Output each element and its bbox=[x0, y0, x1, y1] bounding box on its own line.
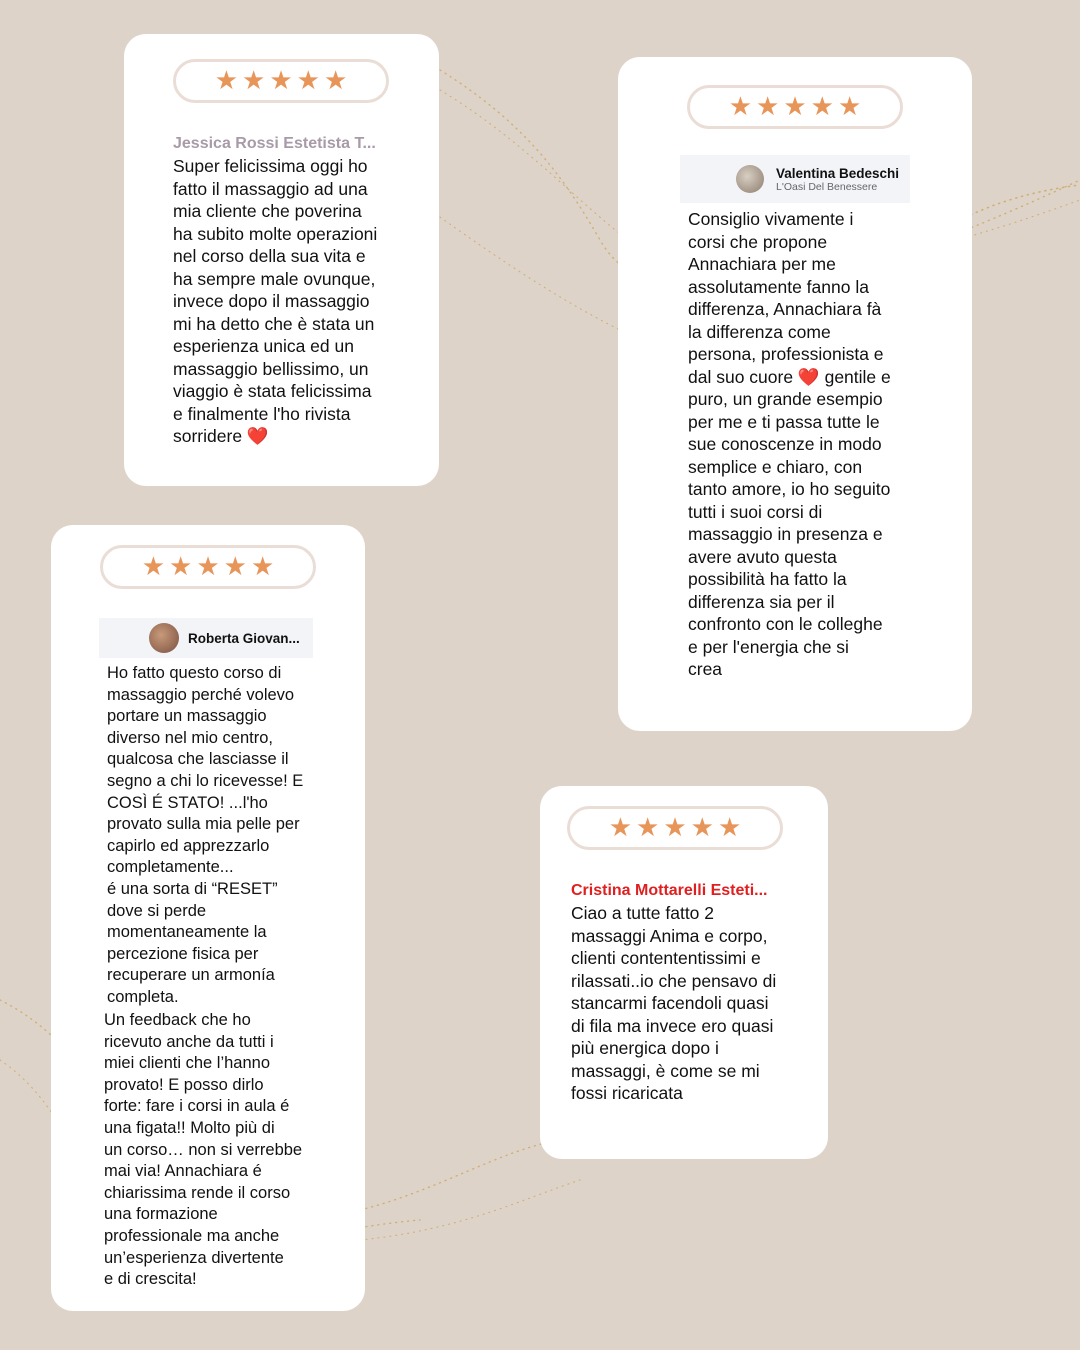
star-icon: ★ bbox=[810, 92, 834, 122]
profile-header bbox=[680, 155, 910, 203]
star-icon: ★ bbox=[169, 552, 193, 582]
star-icon: ★ bbox=[250, 552, 275, 582]
star-icon: ★ bbox=[837, 92, 862, 122]
reviewer-name: Jessica Rossi Estetista T... bbox=[173, 135, 376, 152]
review-text: Ho fatto questo corso di massaggio perché volevo portare un massaggio diverso nel mio centro, qualcosa che lasciasse il segno a chi lo ricevesse! E COSÌ É STATO! ...l'ho provato sulla mia pelle per capirlo ed apprezzarlo completamente... é una sorta di “RESET” dove si perde momentaneamente la percezione fisica per recuperare un armonía completa. bbox=[107, 664, 304, 1006]
star-icon: ★ bbox=[728, 92, 753, 122]
review-card-valentina bbox=[618, 57, 972, 731]
avatar bbox=[149, 623, 179, 653]
star-icon: ★ bbox=[323, 66, 348, 96]
star-icon: ★ bbox=[756, 92, 780, 122]
star-icon: ★ bbox=[636, 813, 660, 843]
review-card-jessica bbox=[124, 34, 439, 486]
reviewer-name: Cristina Mottarelli Esteti... bbox=[571, 882, 768, 899]
star-icon: ★ bbox=[242, 66, 266, 96]
star-icon: ★ bbox=[141, 552, 166, 582]
star-icon: ★ bbox=[663, 813, 687, 843]
review-text: Super felicissima oggi ho fatto il massaggio ad una mia cliente che poverina ha subito molte operazioni nel corso della sua vita e ha sempre male ovunque, invece dopo il massaggio mi ha detto che è stata un esperienza unica ed un massaggio bellissimo, un viaggio è stata felicissima e finalmente l'ho rivista sorridere ❤️ bbox=[173, 156, 378, 446]
star-icon: ★ bbox=[717, 813, 742, 843]
star-icon: ★ bbox=[269, 66, 293, 96]
star-icon: ★ bbox=[783, 92, 807, 122]
reviewer-name: Valentina Bedeschi bbox=[776, 165, 900, 181]
review-text-continued: Un feedback che ho ricevuto anche da tutti i miei clienti che l’hanno provato! E posso dirlo forte: fare i corsi in aula é una figata!! Molto più di un corso… non si verrebbe mai via! Annachiara é chiarissima rende il corso una formazione professionale ma anche un’esperienza divertente e di crescita! bbox=[104, 1011, 303, 1289]
star-icon: ★ bbox=[223, 552, 247, 582]
five-star-rating bbox=[173, 59, 389, 103]
avatar bbox=[736, 165, 764, 193]
star-icon: ★ bbox=[608, 813, 633, 843]
five-star-rating bbox=[567, 806, 783, 850]
star-icon: ★ bbox=[296, 66, 320, 96]
star-icon: ★ bbox=[196, 552, 220, 582]
reviewer-name: Roberta Giovan... bbox=[188, 630, 300, 646]
star-icon: ★ bbox=[214, 66, 239, 96]
star-icon: ★ bbox=[690, 813, 714, 843]
reviewer-subtitle: L'Oasi Del Benessere bbox=[776, 180, 878, 193]
profile-header bbox=[99, 618, 313, 658]
review-card-roberta bbox=[51, 525, 365, 1311]
five-star-rating bbox=[687, 85, 903, 129]
five-star-rating bbox=[100, 545, 316, 589]
review-card-cristina bbox=[540, 786, 828, 1159]
review-text: Consiglio vivamente i corsi che propone Annachiara per me assolutamente fanno la differenza, Annachiara fà la differenza come persona, professionista e dal suo cuore ❤️ gentile e puro, un grande esempio per me e ti passa tutte le sue conoscenze in modo semplice e chiaro, con tanto amore, io ho seguito tutti i suoi corsi di massaggio in presenza e avere avuto questa possibilità ha fatto la differenza sia per il confronto con le colleghe e per l'energia che si crea bbox=[688, 209, 891, 679]
review-text: Ciao a tutte fatto 2 massaggi Anima e corpo, clienti contententissimi e rilassati..io che pensavo di stancarmi facendoli quasi di fila ma invece ero quasi più energica dopo i massaggi, è come se mi fossi ricaricata bbox=[571, 903, 777, 1103]
